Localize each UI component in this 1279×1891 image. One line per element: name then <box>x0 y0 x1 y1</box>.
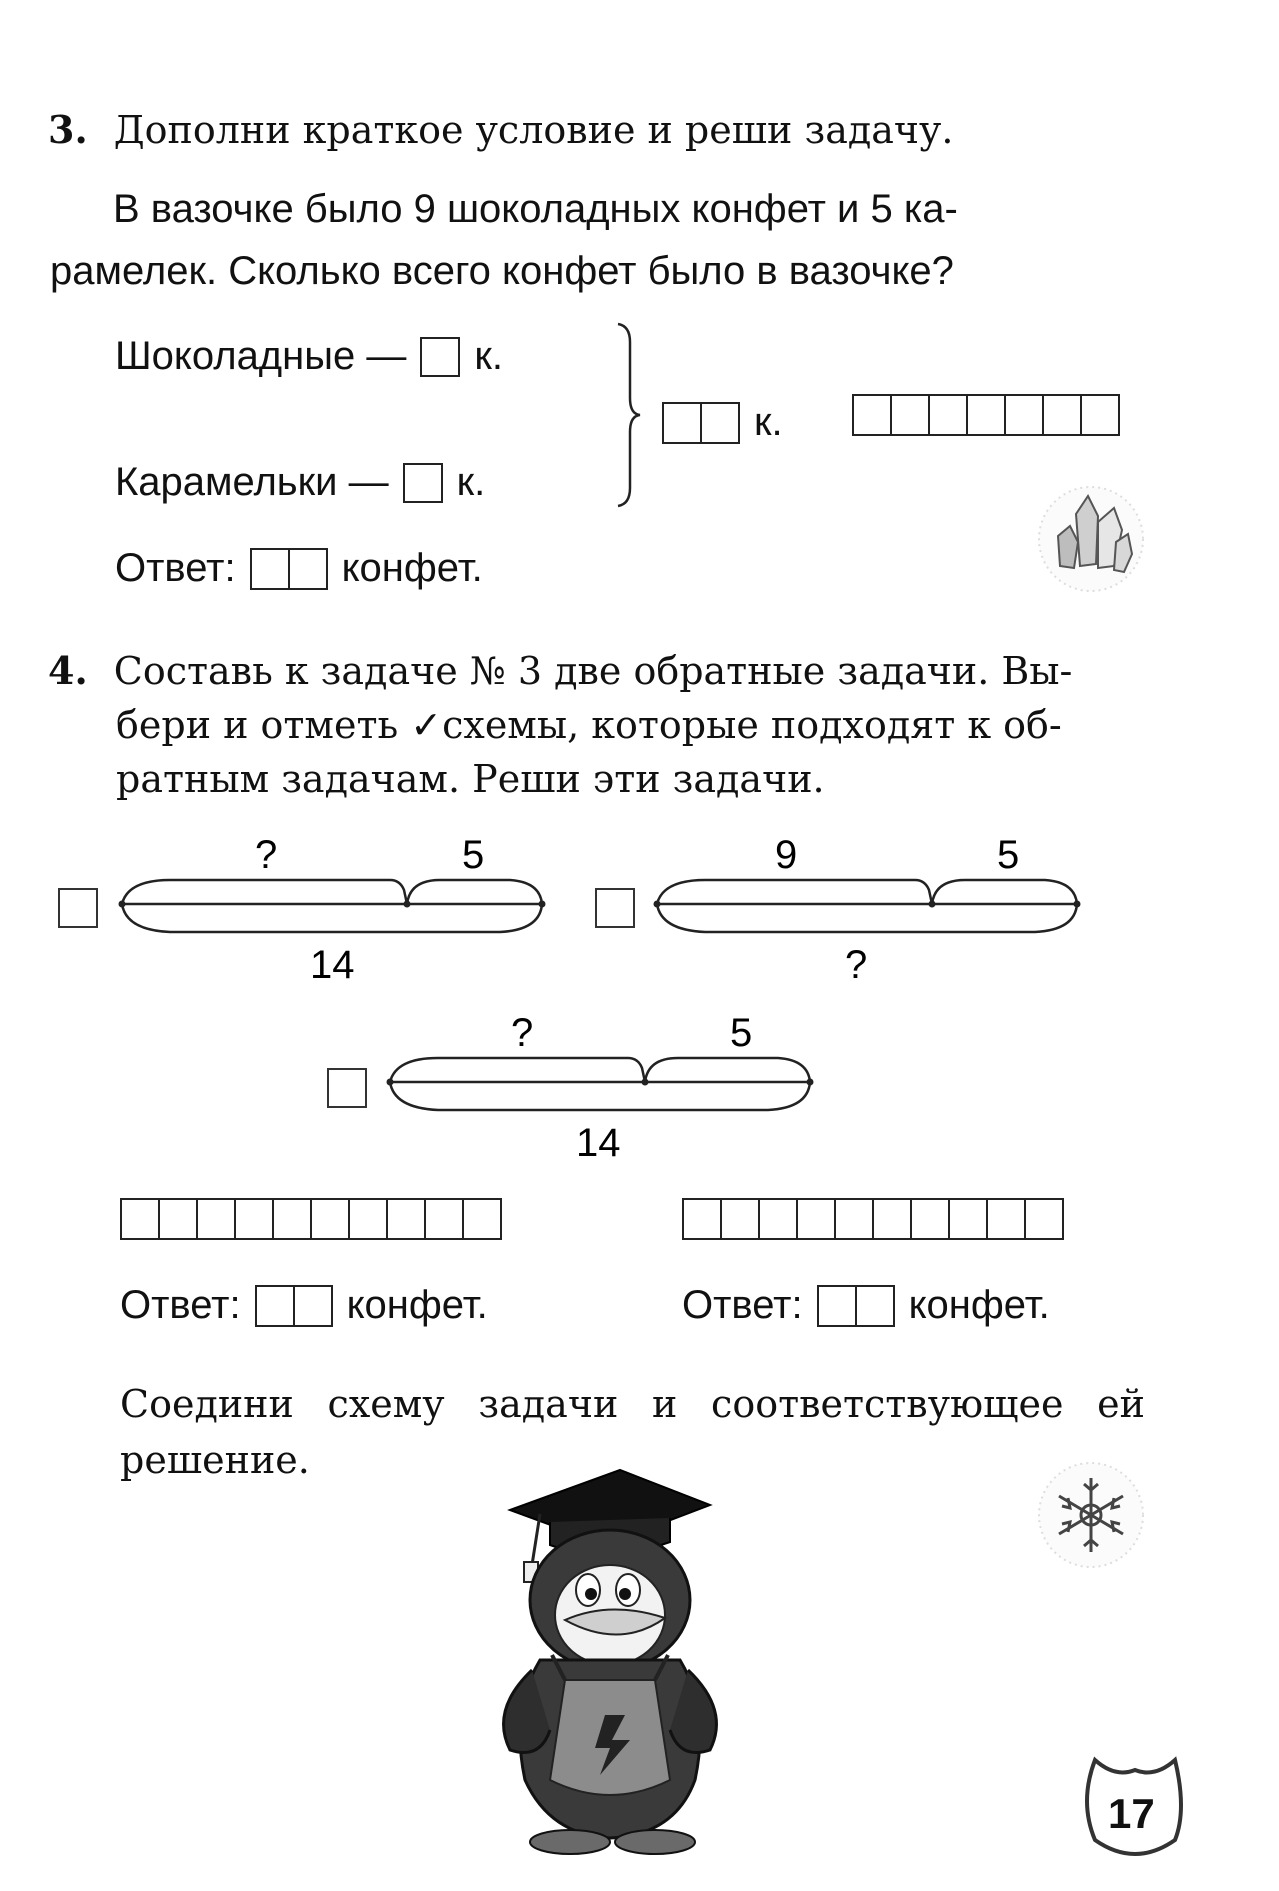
curly-brace <box>612 322 642 508</box>
scheme2-bottom-label: ? <box>845 943 868 987</box>
penguin-graduate-illustration <box>470 1450 750 1860</box>
task3-answer-boxes[interactable] <box>250 548 328 590</box>
task3-answer-unit: конфет. <box>341 546 483 590</box>
task4-connect-line1: Соедини схему задачи и соответствующее ей <box>120 1382 1145 1426</box>
task3-answer <box>115 546 483 591</box>
scheme1-left-label: ? <box>255 833 278 877</box>
scheme2-right-label: 5 <box>997 833 1020 877</box>
task4-line3: ратным задачам. Реши эти задачи. <box>116 757 825 801</box>
task4-answer2 <box>682 1283 1050 1328</box>
task3-row1-unit: к. <box>474 334 503 378</box>
scheme1-right-label: 5 <box>462 833 485 877</box>
task4-answer1 <box>120 1283 488 1328</box>
task3-row-caramel <box>115 460 485 505</box>
task4-line1: Составь к задаче № 3 две обратные задачи. Вы- <box>113 649 1073 693</box>
task4-answer1-boxes[interactable] <box>255 1285 333 1327</box>
scheme3-left-label: ? <box>511 1011 534 1055</box>
task3-row1-label: Шоколадные — <box>115 334 407 378</box>
task4-answer2-unit: конфет. <box>908 1283 1050 1327</box>
scheme1-checkbox[interactable] <box>58 888 98 928</box>
scheme3-diagram <box>378 1008 828 1178</box>
chocolate-count-box[interactable] <box>420 337 460 377</box>
scheme1-bottom-label: 14 <box>310 943 355 987</box>
total-count-boxes[interactable] <box>662 402 740 444</box>
task4-answer2-label: Ответ: <box>682 1283 803 1327</box>
task4-answer2-boxes[interactable] <box>817 1285 895 1327</box>
scheme3-bottom-label: 14 <box>576 1121 621 1165</box>
task4-line2a: бери и отметь <box>116 703 399 747</box>
scheme2-left-label: 9 <box>775 833 798 877</box>
page-number: 17 <box>1108 1790 1155 1837</box>
task4-solution1-boxes[interactable] <box>120 1198 502 1240</box>
task4-solution2-boxes[interactable] <box>682 1198 1064 1240</box>
caramel-count-box[interactable] <box>403 463 443 503</box>
task3-row2-label: Карамельки — <box>115 460 389 504</box>
task4-answer1-label: Ответ: <box>120 1283 241 1327</box>
scheme2-diagram <box>645 830 1095 1000</box>
check-mark-icon: ✓ <box>410 703 443 747</box>
snowflake-icon <box>1036 1460 1146 1570</box>
task3-header <box>48 108 953 152</box>
task4-answer1-unit: конфет. <box>346 1283 488 1327</box>
task3-answer-label: Ответ: <box>115 546 236 590</box>
crystal-icon <box>1036 484 1146 594</box>
task4-number: 4. <box>48 648 88 693</box>
scheme3-right-label: 5 <box>730 1011 753 1055</box>
scheme2-checkbox[interactable] <box>595 888 635 928</box>
scheme1-diagram <box>110 830 560 1000</box>
task3-text-line2: рамелек. Сколько всего конфет было в вазочке? <box>50 249 954 293</box>
task3-total-unit: к. <box>754 400 783 444</box>
task3-solution-boxes[interactable] <box>852 394 1120 436</box>
task3-row2-unit: к. <box>456 460 486 504</box>
task3-total <box>662 400 783 445</box>
task3-row-chocolate <box>115 334 503 379</box>
task4-line2b: схемы, которые подходят к об- <box>442 703 1062 747</box>
task3-number: 3. <box>48 107 88 152</box>
scheme3-checkbox[interactable] <box>327 1068 367 1108</box>
task4-header <box>48 644 1072 806</box>
task3-text-line1: В вазочке было 9 шоколадных конфет и 5 ка- <box>113 187 958 231</box>
task3-instruction: Дополни краткое условие и реши задачу. <box>113 108 954 152</box>
task4-connect-line2: решение. <box>120 1438 310 1482</box>
